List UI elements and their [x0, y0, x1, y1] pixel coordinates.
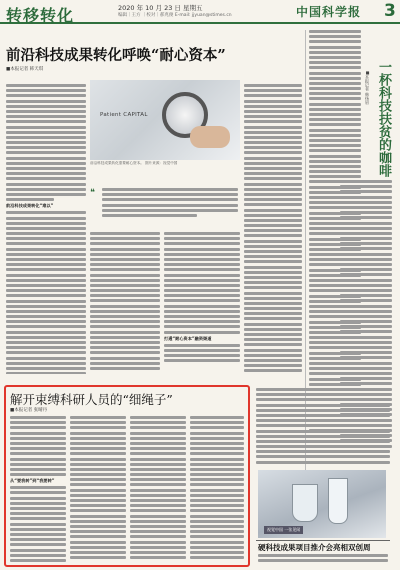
photo-brand-text: Patient CAPITAL	[100, 112, 148, 118]
lead-subhead: 前沿科技成果转化“难以”	[6, 203, 54, 209]
section-title: 转移转化	[6, 6, 75, 25]
lead-headline: 前沿科技成果转化呼唤“耐心资本”	[6, 47, 226, 64]
boxed-article-title: 解开束缚科研人员的“细绳子”	[10, 392, 173, 407]
right-lower-text	[256, 388, 390, 466]
lead-photo-caption: 前沿科技成果转化需要耐心资本。 图片来源：视觉中国	[90, 161, 178, 165]
editor-contacts: 编辑｜王方 ｜校对｜郝兆俊 E-mail: jjyuan@stimes.cn	[118, 13, 232, 18]
boxed-column-4	[190, 416, 244, 562]
boxed-article-byline: ■本报记者 张晴丹	[10, 408, 48, 413]
paper-name: 中国科学报	[296, 5, 362, 19]
lead-column-1	[6, 84, 86, 374]
side-article-title: 一杯科技扶贫的咖啡	[376, 60, 391, 177]
boxed-article-subhead: 从“要我转”到“我要转”	[10, 478, 55, 484]
boxed-column-1	[10, 416, 66, 562]
hand-icon	[190, 126, 230, 148]
quote-icon: ❝	[90, 188, 95, 198]
boxed-column-2	[70, 416, 126, 562]
lead-bottom-subhead: 打通“耐心资本”融资渠道	[164, 335, 212, 341]
lead-column-4	[244, 84, 302, 380]
boxed-column-3	[130, 416, 186, 562]
flask-icon	[292, 484, 318, 522]
side-article-byline: ■本报记者 韩扬眉	[365, 70, 370, 105]
flask-icon	[328, 478, 348, 524]
page-number: 3	[384, 1, 396, 21]
lead-column-3	[164, 232, 240, 380]
lead-byline: ■本报记者 韩天琪	[6, 67, 44, 72]
pullquote	[90, 186, 240, 226]
rule	[256, 540, 390, 541]
lead-column-2	[90, 232, 160, 380]
masthead	[0, 0, 400, 24]
lead-photo	[90, 80, 240, 160]
lab-photo-caption: 视觉中国 一张见闻	[264, 526, 303, 534]
issue-date: 2020 年 10 月 23 日 星期五	[118, 4, 203, 12]
bottom-headline: 硬科技成果项目推介会亮相双创周	[258, 543, 371, 552]
bottom-text	[258, 554, 388, 568]
